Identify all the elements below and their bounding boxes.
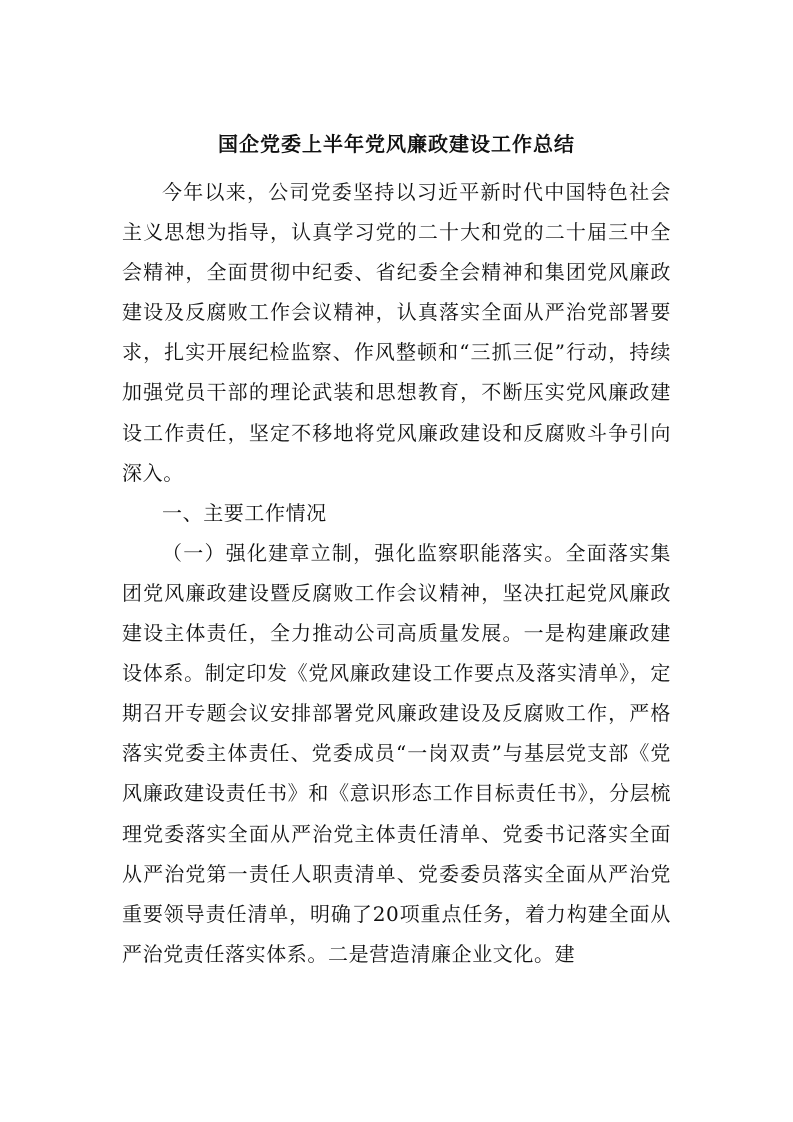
body-paragraph-section-1: （一）强化建章立制，强化监察职能落实。全面落实集团党风廉政建设暨反腐败工作会议精神，坚决扛起党风廉政建设主体责任，全力推动公司高质量发展。一是构建廉政建设体系。制定印发《党风廉政建设工作要点及落实清单》，定期召开专题会议安排部署党风廉政建设及反腐败工作，严格落实党委主体责任、党委成员“一岗双责”与基层党支部《党风廉政建设责任书》和《意识形态工作目标责任书》，分层梳理党委落实全面从严治党主体责任清单、党委书记落实全面从严治党第一责任人职责清单、党委委员落实全面从严治党重要领导责任清单，明确了20项重点任务，着力构建全面从严治党责任落实体系。二是营造清廉企业文化。建: [122, 540, 671, 966]
section-heading: 一、主要工作情况: [162, 500, 327, 525]
body-paragraph-intro: 今年以来，公司党委坚持以习近平新时代中国特色社会主义思想为指导，认真学习党的二十大和党的二十届三中全会精神，全面贯彻中纪委、省纪委全会精神和集团党风廉政建设及反腐败工作会议精神，认真落实全面从严治党部署要求，扎实开展纪检监察、作风整顿和“三抓三促”行动，持续加强党员干部的理论武装和思想教育，不断压实党风廉政建设工作责任，坚定不移地将党风廉政建设和反腐败斗争引向深入。: [122, 180, 671, 485]
document-title: 国企党委上半年党风廉政建设工作总结: [218, 132, 575, 156]
document-body: [122, 172, 671, 974]
